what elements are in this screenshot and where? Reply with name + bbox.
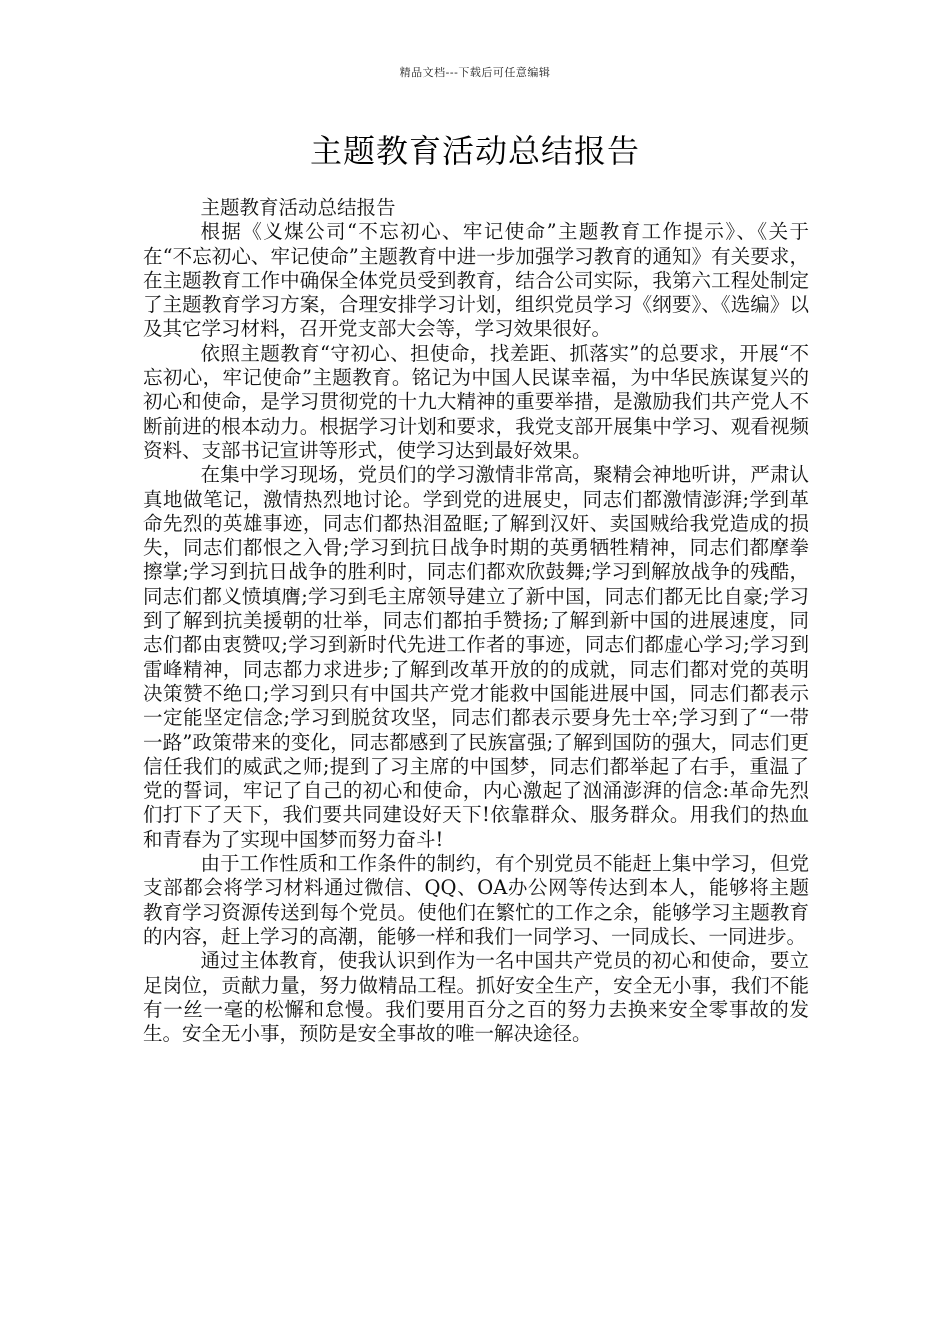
document-body: [143, 196, 809, 1046]
paragraph: 由于工作性质和工作条件的制约，有个别党员不能赶上集中学习，但党支部都会将学习材料通过微信、QQ、OA办公网等传达到本人，能够将主题教育学习资源传送到每个党员。使他们在繁忙的工作之余，能够学习主题教育的内容，赶上学习的高潮，能够一样和我们一同学习、一同成长、一同进步。: [143, 852, 809, 948]
paragraph: 通过主体教育，使我认识到作为一名中国共产党员的初心和使命，要立足岗位，贡献力量，努力做精品工程。抓好安全生产，安全无小事，我们不能有一丝一毫的松懈和怠慢。我们要用百分之百的努力去换来安全零事故的发生。安全无小事，预防是安全事故的唯一解决途径。: [143, 949, 809, 1046]
paragraph-subtitle: 主题教育活动总结报告: [200, 196, 396, 219]
document-title: 主题教育活动总结报告: [309, 132, 640, 170]
paragraph: 根据《义煤公司“不忘初心、牢记使命”主题教育工作提示》、《关于在“不忘初心、牢记使命”主题教育中进一步加强学习教育的通知》有关要求，在主题教育工作中确保全体党员受到教育，结合公司实际，我第六工程处制定了主题教育学习方案，合理安排学习计划，组织党员学习《纲要》、《选编》以及其它学习材料，召开党支部大会等，学习效果很好。: [143, 220, 809, 341]
paragraph: 在集中学习现场，党员们的学习激情非常高，聚精会神地听讲，严肃认真地做笔记，激情热烈地讨论。学到党的进展史，同志们都激情澎湃;学到革命先烈的英雄事迹，同志们都热泪盈眶;了解到汉奸、卖国贼给我党造成的损失，同志们都恨之入骨;学习到抗日战争时期的英勇牺牲精神，同志们都摩拳擦掌;学习到抗日战争的胜利时，同志们都欢欣鼓舞;学习到解放战争的残酷，同志们都义愤填膺;学习到毛主席领导建立了新中国，同志们都无比自豪;学习到了解到抗美援朝的壮举，同志们都拍手赞扬;了解到新中国的进展速度，同志们都由衷赞叹;学习到新时代先进工作者的事迹，同志们都虚心学习;学习到雷峰精神，同志都力求进步;了解到改革开放的的成就，同志们都对党的英明决策赞不绝口;学习到只有中国共产党才能救中国能进展中国，同志们都表示一定能坚定信念;学习到脱贫攻坚，同志们都表示要身先士卒;学习到了“一带一路”政策带来的变化，同志都感到了民族富强;了解到国防的强大，同志们更信任我们的威武之师;提到了习主席的中国梦，同志们都举起了右手，重温了党的誓词，牢记了自己的初心和使命，内心激起了汹涌澎湃的信念:革命先烈们打下了天下，我们要共同建设好天下!依靠群众、服务群众。用我们的热血和青春为了实现中国梦而努力奋斗!: [143, 463, 809, 851]
paragraph: 依照主题教育“守初心、担使命，找差距、抓落实”的总要求，开展“不忘初心，牢记使命”主题教育。铭记为中国人民谋幸福，为中华民族谋复兴的初心和使命，是学习贯彻党的十九大精神的重要举措，是激励我们共产党人不断前进的根本动力。根据学习计划和要求，我党支部开展集中学习、观看视频资料、支部书记宣讲等形式，使学习达到最好效果。: [143, 341, 809, 462]
header-note: 精品文档---下载后可任意编辑: [399, 66, 551, 79]
